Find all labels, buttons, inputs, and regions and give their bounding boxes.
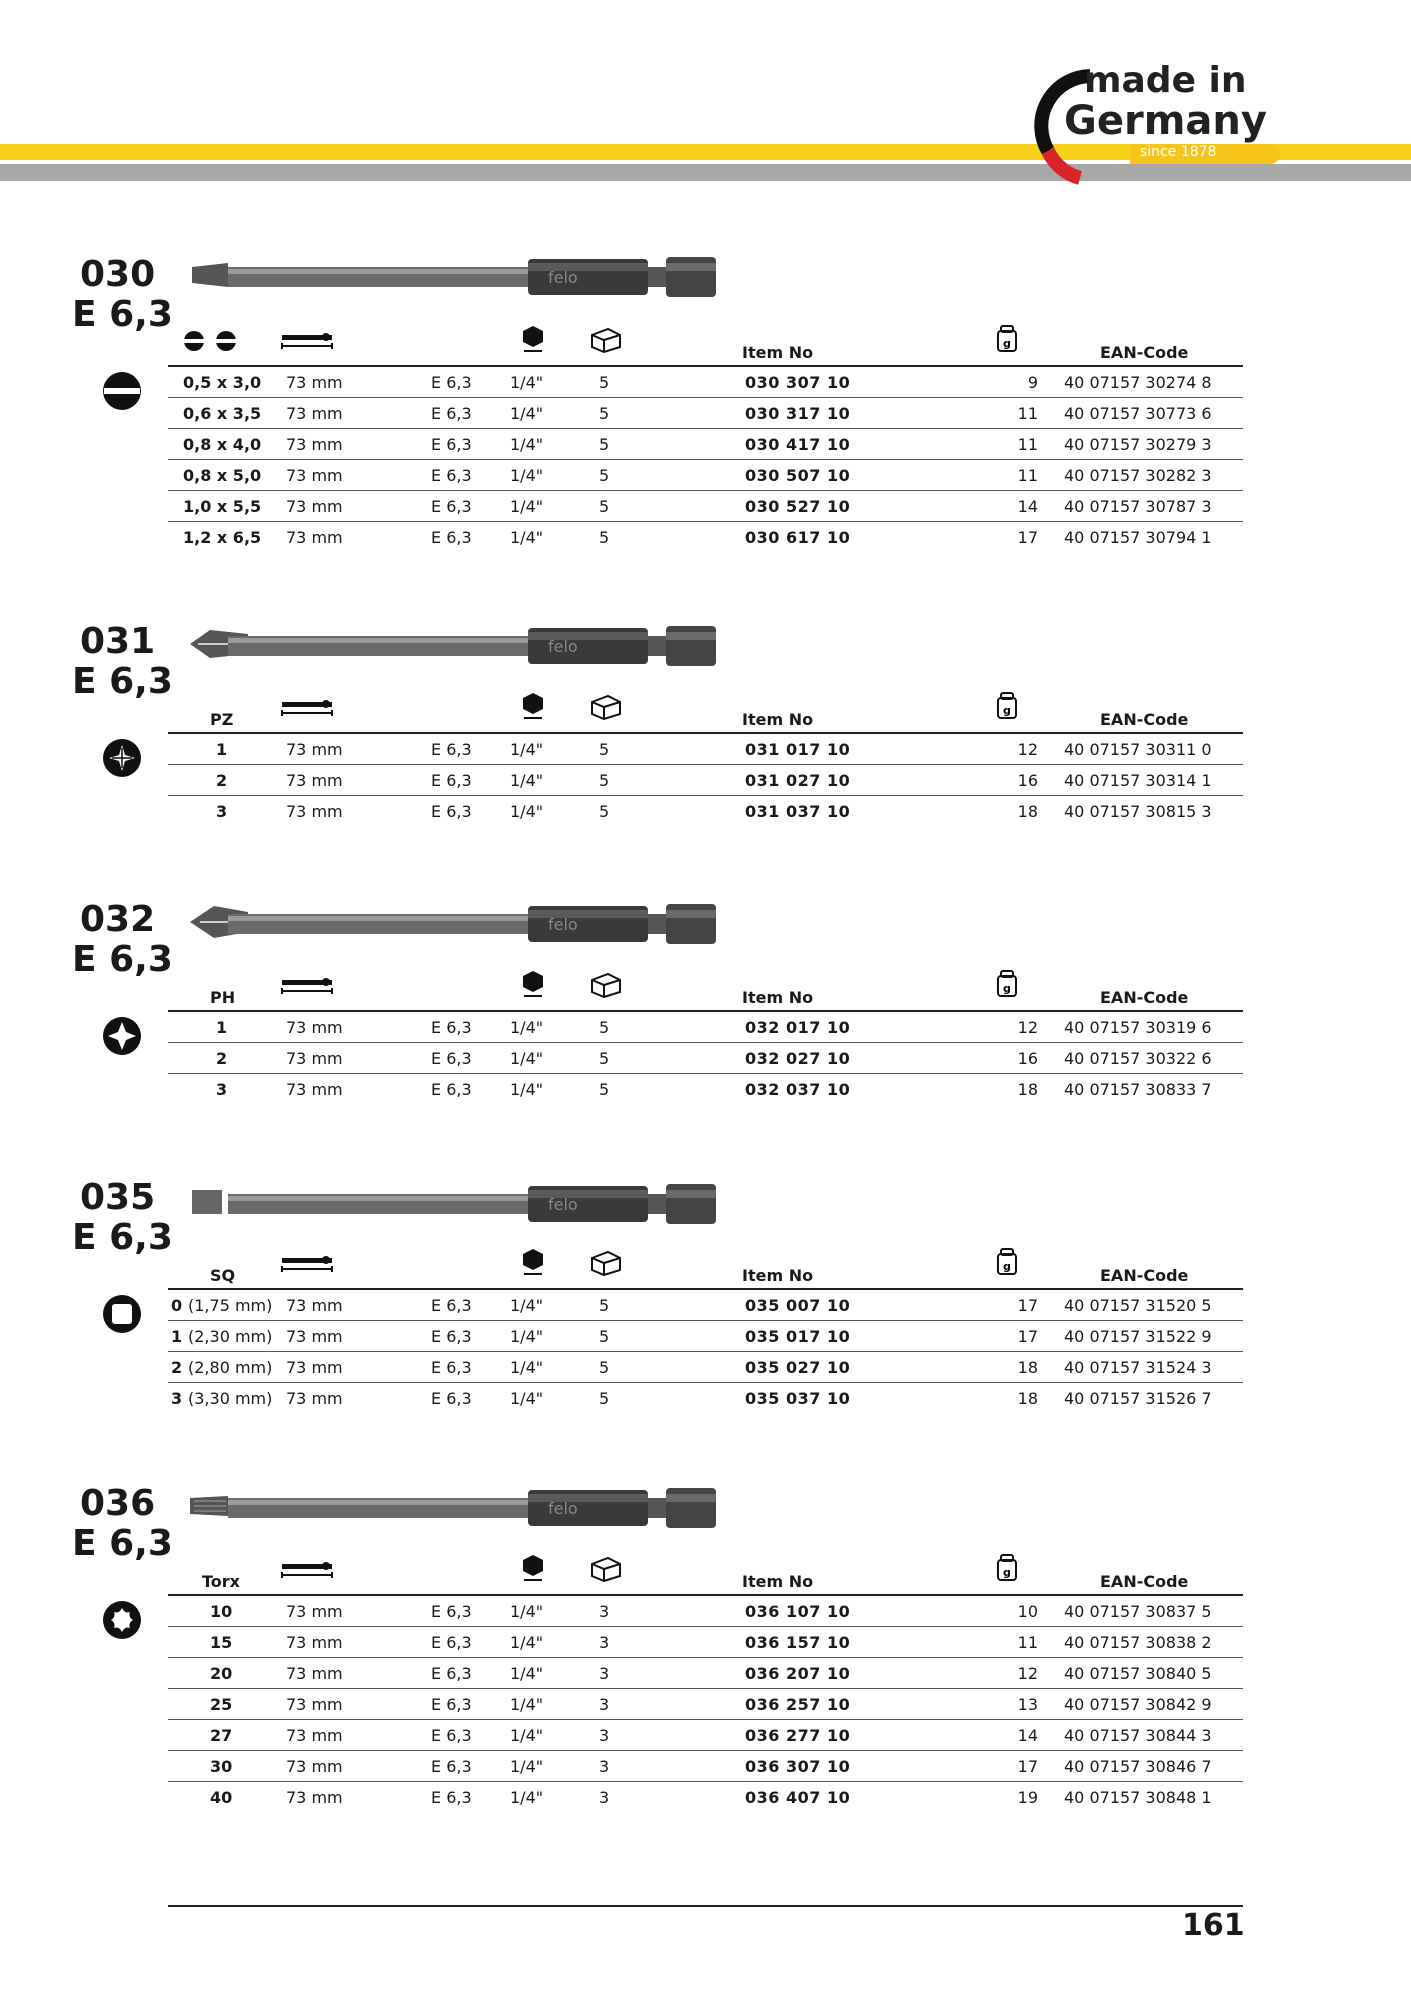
table-row: [168, 491, 1243, 522]
row-ean: 40 07157 30840 5: [1064, 1664, 1212, 1683]
row-weight: 11: [1017, 404, 1038, 423]
row-pack: 5: [599, 1296, 610, 1315]
row-shank: E 6,3: [431, 1049, 472, 1068]
row-pack: 5: [599, 1327, 610, 1346]
row-weight: 17: [1017, 1757, 1038, 1776]
size-header: Torx: [202, 1572, 240, 1591]
bit-brand-text: felo: [548, 1499, 578, 1518]
table-row: [168, 1627, 1243, 1658]
svg-text:g: g: [1003, 1260, 1011, 1273]
row-ean: 40 07157 31522 9: [1064, 1327, 1212, 1346]
row-weight: 10: [1017, 1602, 1038, 1621]
row-item-no: 035 017 10: [745, 1327, 851, 1346]
row-weight: 19: [1017, 1788, 1038, 1807]
row-ean: 40 07157 30319 6: [1064, 1018, 1212, 1037]
row-item-no: 035 037 10: [745, 1389, 851, 1408]
row-size: 1,2 x 6,5: [183, 528, 262, 547]
row-weight: 11: [1017, 466, 1038, 485]
ean-header: EAN-Code: [1100, 1572, 1189, 1591]
section-code: 036: [80, 1483, 156, 1524]
table-row: [168, 1043, 1243, 1074]
section-code: 030: [80, 254, 156, 295]
row-length: 73 mm: [286, 528, 343, 547]
bit-brand-text: felo: [548, 1195, 578, 1214]
row-size: 2: [171, 1358, 183, 1377]
row-size: 1: [171, 1327, 183, 1346]
section-shank: E 6,3: [72, 294, 173, 335]
table-row: [168, 765, 1243, 796]
row-drive: 1/4": [510, 1633, 544, 1652]
item-no-header: Item No: [742, 1266, 814, 1285]
row-size: 0,6 x 3,5: [183, 404, 262, 423]
row-length: 73 mm: [286, 1389, 343, 1408]
row-pack: 5: [599, 1049, 610, 1068]
row-item-no: 036 407 10: [745, 1788, 851, 1807]
row-shank: E 6,3: [431, 466, 472, 485]
row-ean: 40 07157 30773 6: [1064, 404, 1212, 423]
row-item-no: 031 027 10: [745, 771, 851, 790]
row-pack: 5: [599, 802, 610, 821]
row-size: 1,0 x 5,5: [183, 497, 262, 516]
row-item-no: 030 317 10: [745, 404, 851, 423]
row-pack: 3: [599, 1695, 610, 1714]
row-shank: E 6,3: [431, 1358, 472, 1377]
row-shank: E 6,3: [431, 497, 472, 516]
row-weight: 11: [1017, 435, 1038, 454]
row-weight: 9: [1027, 373, 1038, 392]
row-length: 73 mm: [286, 1296, 343, 1315]
row-item-no: 032 017 10: [745, 1018, 851, 1037]
row-size: 3: [216, 1080, 228, 1099]
badge-since: since 1878: [1140, 144, 1217, 160]
row-item-no: 036 307 10: [745, 1757, 851, 1776]
row-size: 40: [210, 1788, 233, 1807]
row-size: 1: [216, 740, 228, 759]
made-in-germany-badge: [1030, 56, 1330, 186]
section-code: 032: [80, 899, 156, 940]
row-length: 73 mm: [286, 435, 343, 454]
row-length: 73 mm: [286, 1049, 343, 1068]
row-drive: 1/4": [510, 1726, 544, 1745]
row-ean: 40 07157 30282 3: [1064, 466, 1212, 485]
row-pack: 3: [599, 1602, 610, 1621]
table-row: [168, 1596, 1243, 1627]
row-pack: 3: [599, 1788, 610, 1807]
row-ean: 40 07157 31524 3: [1064, 1358, 1212, 1377]
table-row: [168, 1720, 1243, 1751]
row-length: 73 mm: [286, 404, 343, 423]
section-shank: E 6,3: [72, 1523, 173, 1564]
row-ean: 40 07157 30833 7: [1064, 1080, 1212, 1099]
row-pack: 5: [599, 435, 610, 454]
ean-header: EAN-Code: [1100, 1266, 1189, 1285]
row-size: 2: [216, 771, 228, 790]
row-drive: 1/4": [510, 497, 544, 516]
row-item-no: 035 027 10: [745, 1358, 851, 1377]
bit-image: [188, 622, 718, 682]
row-item-no: 036 257 10: [745, 1695, 851, 1714]
row-size: 25: [210, 1695, 233, 1714]
row-length: 73 mm: [286, 1695, 343, 1714]
table-row: [168, 367, 1243, 398]
section-code: 035: [80, 1177, 156, 1218]
row-pack: 5: [599, 1389, 610, 1408]
row-shank: E 6,3: [431, 1726, 472, 1745]
row-drive: 1/4": [510, 771, 544, 790]
row-item-no: 036 277 10: [745, 1726, 851, 1745]
table-row: [168, 1689, 1243, 1720]
row-item-no: 030 507 10: [745, 466, 851, 485]
row-weight: 18: [1017, 1080, 1038, 1099]
row-size: 20: [210, 1664, 233, 1683]
row-shank: E 6,3: [431, 1664, 472, 1683]
table-header: [168, 702, 1243, 734]
row-size: 0: [171, 1296, 183, 1315]
row-size: 3: [171, 1389, 183, 1408]
row-drive: 1/4": [510, 1389, 544, 1408]
slotted-icon: [102, 371, 142, 411]
section-code: 031: [80, 621, 156, 662]
row-weight: 18: [1017, 802, 1038, 821]
table-row: [168, 1352, 1243, 1383]
row-item-no: 031 037 10: [745, 802, 851, 821]
row-shank: E 6,3: [431, 771, 472, 790]
row-item-no: 030 617 10: [745, 528, 851, 547]
ean-header: EAN-Code: [1100, 988, 1189, 1007]
row-drive: 1/4": [510, 466, 544, 485]
bit-brand-text: felo: [548, 637, 578, 656]
row-pack: 3: [599, 1633, 610, 1652]
row-weight: 12: [1017, 1018, 1038, 1037]
table-row: [168, 1321, 1243, 1352]
row-shank: E 6,3: [431, 1695, 472, 1714]
table-row: [168, 1782, 1243, 1812]
table-row: [168, 1074, 1243, 1104]
row-drive: 1/4": [510, 740, 544, 759]
row-drive: 1/4": [510, 1080, 544, 1099]
item-no-header: Item No: [742, 710, 814, 729]
row-size-mm: (2,30 mm): [188, 1327, 273, 1346]
row-ean: 40 07157 30314 1: [1064, 771, 1212, 790]
row-size: 30: [210, 1757, 233, 1776]
item-no-header: Item No: [742, 1572, 814, 1591]
row-pack: 5: [599, 740, 610, 759]
bit-brand-text: felo: [548, 915, 578, 934]
row-ean: 40 07157 30274 8: [1064, 373, 1212, 392]
row-pack: 3: [599, 1664, 610, 1683]
table-row: [168, 1383, 1243, 1413]
row-size-mm: (2,80 mm): [188, 1358, 273, 1377]
row-drive: 1/4": [510, 1358, 544, 1377]
row-drive: 1/4": [510, 1049, 544, 1068]
row-item-no: 035 007 10: [745, 1296, 851, 1315]
badge-line2: Germany: [1064, 98, 1267, 144]
row-ean: 40 07157 30848 1: [1064, 1788, 1212, 1807]
size-header: PZ: [210, 710, 234, 729]
row-size: 2: [216, 1049, 228, 1068]
row-length: 73 mm: [286, 740, 343, 759]
row-length: 73 mm: [286, 1018, 343, 1037]
row-shank: E 6,3: [431, 404, 472, 423]
product-section-030: [0, 255, 1411, 561]
row-drive: 1/4": [510, 1602, 544, 1621]
ean-header: EAN-Code: [1100, 343, 1189, 362]
row-length: 73 mm: [286, 1358, 343, 1377]
row-shank: E 6,3: [431, 1389, 472, 1408]
item-no-header: Item No: [742, 343, 814, 362]
row-item-no: 036 157 10: [745, 1633, 851, 1652]
row-shank: E 6,3: [431, 528, 472, 547]
row-weight: 17: [1017, 1296, 1038, 1315]
table-row: [168, 522, 1243, 552]
badge-line1: made in: [1084, 60, 1247, 101]
footer-rule: [168, 1905, 1243, 1907]
row-pack: 5: [599, 404, 610, 423]
row-ean: 40 07157 30815 3: [1064, 802, 1212, 821]
row-size: 0,8 x 4,0: [183, 435, 262, 454]
bit-image: [188, 1484, 718, 1544]
row-drive: 1/4": [510, 1788, 544, 1807]
bit-image: [188, 1180, 718, 1240]
row-length: 73 mm: [286, 1788, 343, 1807]
square-icon: [102, 1294, 142, 1334]
row-length: 73 mm: [286, 1327, 343, 1346]
ean-header: EAN-Code: [1100, 710, 1189, 729]
row-item-no: 036 207 10: [745, 1664, 851, 1683]
row-ean: 40 07157 30838 2: [1064, 1633, 1212, 1652]
row-weight: 16: [1017, 771, 1038, 790]
table-row: [168, 1658, 1243, 1689]
row-item-no: 030 527 10: [745, 497, 851, 516]
row-shank: E 6,3: [431, 1788, 472, 1807]
row-shank: E 6,3: [431, 1296, 472, 1315]
row-length: 73 mm: [286, 466, 343, 485]
row-item-no: 030 417 10: [745, 435, 851, 454]
row-shank: E 6,3: [431, 1327, 472, 1346]
row-length: 73 mm: [286, 1633, 343, 1652]
row-item-no: 032 037 10: [745, 1080, 851, 1099]
row-drive: 1/4": [510, 435, 544, 454]
row-length: 73 mm: [286, 771, 343, 790]
row-ean: 40 07157 30846 7: [1064, 1757, 1212, 1776]
table-row: [168, 1751, 1243, 1782]
row-weight: 17: [1017, 528, 1038, 547]
row-size: 3: [216, 802, 228, 821]
row-length: 73 mm: [286, 1726, 343, 1745]
row-weight: 12: [1017, 740, 1038, 759]
torx-icon: [102, 1600, 142, 1640]
row-pack: 5: [599, 466, 610, 485]
bit-brand-text: felo: [548, 268, 578, 287]
row-pack: 5: [599, 528, 610, 547]
row-weight: 17: [1017, 1327, 1038, 1346]
row-drive: 1/4": [510, 802, 544, 821]
row-size-mm: (3,30 mm): [188, 1389, 273, 1408]
bit-image: [188, 253, 718, 313]
section-shank: E 6,3: [72, 1217, 173, 1258]
row-pack: 5: [599, 1018, 610, 1037]
row-pack: 3: [599, 1757, 610, 1776]
row-drive: 1/4": [510, 528, 544, 547]
row-ean: 40 07157 31526 7: [1064, 1389, 1212, 1408]
row-weight: 14: [1017, 1726, 1038, 1745]
row-ean: 40 07157 30279 3: [1064, 435, 1212, 454]
row-drive: 1/4": [510, 404, 544, 423]
row-length: 73 mm: [286, 1080, 343, 1099]
table-header: [168, 1564, 1243, 1596]
row-item-no: 031 017 10: [745, 740, 851, 759]
svg-text:g: g: [1003, 1566, 1011, 1579]
row-pack: 5: [599, 1358, 610, 1377]
row-ean: 40 07157 30842 9: [1064, 1695, 1212, 1714]
row-shank: E 6,3: [431, 1018, 472, 1037]
table-row: [168, 429, 1243, 460]
row-pack: 5: [599, 1080, 610, 1099]
row-length: 73 mm: [286, 373, 343, 392]
row-drive: 1/4": [510, 1757, 544, 1776]
row-shank: E 6,3: [431, 1602, 472, 1621]
row-length: 73 mm: [286, 802, 343, 821]
row-drive: 1/4": [510, 1296, 544, 1315]
row-size: 27: [210, 1726, 233, 1745]
row-weight: 11: [1017, 1633, 1038, 1652]
row-ean: 40 07157 30787 3: [1064, 497, 1212, 516]
row-length: 73 mm: [286, 1602, 343, 1621]
row-shank: E 6,3: [431, 1080, 472, 1099]
table-header: [168, 980, 1243, 1012]
section-shank: E 6,3: [72, 661, 173, 702]
row-pack: 5: [599, 373, 610, 392]
bit-image: [188, 900, 718, 960]
row-ean: 40 07157 30322 6: [1064, 1049, 1212, 1068]
table-row: [168, 1290, 1243, 1321]
row-shank: E 6,3: [431, 1633, 472, 1652]
row-shank: E 6,3: [431, 740, 472, 759]
row-shank: E 6,3: [431, 1757, 472, 1776]
table-row: [168, 1012, 1243, 1043]
pozidriv-icon: [102, 738, 142, 778]
row-weight: 13: [1017, 1695, 1038, 1714]
row-length: 73 mm: [286, 1664, 343, 1683]
row-size: 1: [216, 1018, 228, 1037]
row-pack: 5: [599, 771, 610, 790]
row-size: 15: [210, 1633, 233, 1652]
table-row: [168, 398, 1243, 429]
row-size: 10: [210, 1602, 233, 1621]
product-section-035: [0, 1178, 1411, 1422]
row-shank: E 6,3: [431, 435, 472, 454]
row-drive: 1/4": [510, 1327, 544, 1346]
row-ean: 40 07157 30311 0: [1064, 740, 1212, 759]
table-header: [168, 1258, 1243, 1290]
row-ean: 40 07157 30837 5: [1064, 1602, 1212, 1621]
row-item-no: 036 107 10: [745, 1602, 851, 1621]
row-drive: 1/4": [510, 373, 544, 392]
row-item-no: 030 307 10: [745, 373, 851, 392]
svg-text:g: g: [1003, 982, 1011, 995]
row-pack: 3: [599, 1726, 610, 1745]
row-weight: 14: [1017, 497, 1038, 516]
svg-text:g: g: [1003, 337, 1011, 350]
row-ean: 40 07157 30794 1: [1064, 528, 1212, 547]
table-row: [168, 460, 1243, 491]
row-weight: 18: [1017, 1389, 1038, 1408]
table-row: [168, 734, 1243, 765]
product-section-032: [0, 900, 1411, 1113]
phillips-icon: [102, 1016, 142, 1056]
section-shank: E 6,3: [72, 939, 173, 980]
page-number: 161: [1182, 1908, 1245, 1943]
row-size-mm: (1,75 mm): [188, 1296, 273, 1315]
row-ean: 40 07157 31520 5: [1064, 1296, 1212, 1315]
row-size: 0,8 x 5,0: [183, 466, 262, 485]
row-drive: 1/4": [510, 1018, 544, 1037]
size-header: SQ: [210, 1266, 236, 1285]
row-length: 73 mm: [286, 1757, 343, 1776]
row-shank: E 6,3: [431, 373, 472, 392]
row-shank: E 6,3: [431, 802, 472, 821]
row-item-no: 032 027 10: [745, 1049, 851, 1068]
row-weight: 16: [1017, 1049, 1038, 1068]
row-size: 0,5 x 3,0: [183, 373, 262, 392]
row-weight: 12: [1017, 1664, 1038, 1683]
product-section-036: [0, 1484, 1411, 1821]
svg-text:g: g: [1003, 704, 1011, 717]
row-pack: 5: [599, 497, 610, 516]
table-header: [168, 335, 1243, 367]
row-weight: 18: [1017, 1358, 1038, 1377]
row-ean: 40 07157 30844 3: [1064, 1726, 1212, 1745]
product-section-031: [0, 622, 1411, 835]
row-drive: 1/4": [510, 1695, 544, 1714]
item-no-header: Item No: [742, 988, 814, 1007]
table-row: [168, 796, 1243, 826]
row-drive: 1/4": [510, 1664, 544, 1683]
row-length: 73 mm: [286, 497, 343, 516]
size-header: PH: [210, 988, 236, 1007]
